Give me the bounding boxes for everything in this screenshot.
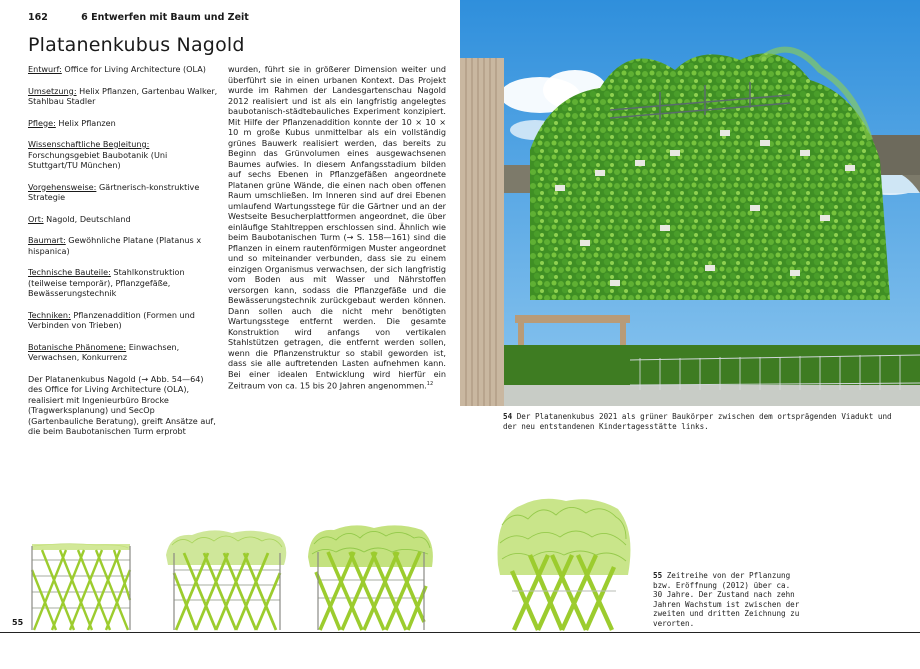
- page-number: 162: [28, 12, 48, 23]
- growth-drawing-year-0: [26, 540, 136, 632]
- page-header: [28, 12, 249, 23]
- project-meta: [28, 64, 218, 363]
- platanenkubus-photo: [460, 0, 920, 406]
- footnote-ref: 12: [426, 381, 434, 387]
- left-column: [28, 64, 218, 437]
- growth-drawing-year-30: [494, 495, 634, 632]
- meta-entry: Pflege: Helix Pflanzen: [28, 117, 116, 128]
- meta-entry: Botanische Phänomene: Einwachsen, Verwachsen, Konkurrenz: [28, 341, 180, 362]
- figure-page-number: 55: [12, 618, 24, 627]
- growth-drawing-year-10: [162, 525, 290, 632]
- meta-entry: Umsetzung: Helix Pflanzen, Gartenbau Walker, Stahlbau Stadler: [28, 85, 218, 106]
- bottom-rule: [0, 632, 920, 633]
- right-column: [228, 64, 446, 391]
- main-paragraph: wurden, führt sie in größerer Dimension weiter und überführt sie in einen urbanen Kontext. Das Projekt wurde im Rahmen der Landesgartenschau Nagold 2012 realisiert und ist als ein langfristig angelegtes baubotanisch-städtebauliches Experiment konzipiert. Mit Hilfe der Pflanzenaddition konnte der 10 × 10 × 10 m große Kubus unmittelbar als ein vollständig grünes Bauwerk realisiert werden, das bereits zu Beginn das Grünvolumen eines ausgewachsenen Baumes aufwies. In diesem Anfangsstadium bilden auf sechs Ebenen in Pflanzgefäßen angeordnete Platanen grüne Wände, die einen nach oben offenen Raum umschließen. Im Inneren sind auf drei Ebenen umlaufend Wartungsstege für die Gärtner und an der Westseite Besucherplattformen angeordnet, die über einläufige Stahltreppen erschlossen sind. Ähnlich wie beim Baubotanischen Turm (→ S. 158—161) sind die Pflanzen in einem rautenförmigen Muster angeordnet und so miteinander verbunden, dass sie zu einem einzigen Organismus verwachsen, der sich langfristig vom Boden aus mit Wasser und Nährstoffen versorgen kann, sodass die Pflanzgefäße und die Bewässerungstechnik zurückgebaut werden können. Dann sollen auch die nicht mehr benötigten Wartungsstege entfernt werden. Die gesamte Konstruktion wird anfangs von vertikalen Stahlstützen getragen, die entfernt werden sollen, wenn die Pflanzenstruktur so stabil geworden ist, dass sie alle auftretenden Lasten aufnehmen kann. Bei einer idealen Entwicklung wird hierfür ein Zeitraum von ca. 15 bis 20 Jahren angenommen.$^{12}$: [228, 64, 446, 391]
- caption-54: 54 Der Platanenkubus 2021 als grüner Baukörper zwischen dem ortsprägenden Viadukt und der neu entstandenen Kindertagesstätte links.: [503, 412, 892, 431]
- meta-entry: Technische Bauteile: Stahlkonstruktion (teilweise temporär), Pflanzgefäße, Bewässerungstechnik: [28, 267, 185, 298]
- meta-entry: Ort: Nagold, Deutschland: [28, 213, 131, 224]
- chapter-title: 6 Entwerfen mit Baum und Zeit: [81, 12, 249, 23]
- meta-entry: Vorgehensweise: Gärtnerisch-konstruktive Strategie: [28, 181, 200, 202]
- caption-55: 55 Zeitreihe von der Pflanzung bzw. Eröffnung (2012) über ca. 30 Jahre. Der Zustand nach zehn Jahren Wachstum ist zwischen der zweiten und dritten Zeichnung zu verorten.: [653, 571, 800, 628]
- growth-drawing-year-20: [306, 522, 436, 632]
- meta-entry: Baumart: Gewöhnliche Platane (Platanus x hispanica): [28, 235, 202, 256]
- intro-paragraph: Der Platanenkubus Nagold (→ Abb. 54—64) des Office for Living Architecture (OLA), realisiert mit Ingenieurbüro Brocke (Tragwerksplanung) und SecOp (Gartenbauliche Beratung), greift Ansätze auf, die beim Baubotanischen Turm erprobt: [28, 373, 216, 436]
- page-title: Platanenkubus Nagold: [28, 34, 245, 56]
- meta-entry: Wissenschaftliche Begleitung: Forschungsgebiet Baubotanik (Uni Stuttgart/TU München): [28, 139, 168, 170]
- meta-entry: Techniken: Pflanzenaddition (Formen und Verbinden von Trieben): [28, 309, 195, 330]
- meta-entry: Entwurf: Office for Living Architecture (OLA): [28, 64, 206, 74]
